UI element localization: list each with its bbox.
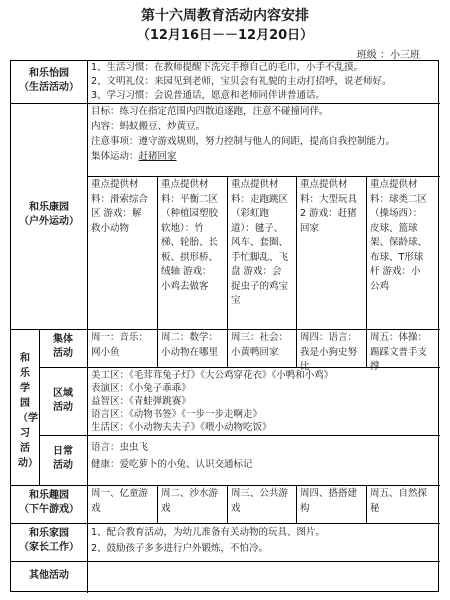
life-line-2: 2、文明礼仪：来园见到老师，宝贝会有礼貌的主动打招呼，说老师好。 <box>91 76 392 87</box>
group-activity-label: 集体活动 <box>53 334 73 359</box>
group-day-5: 周五：体操：踢踩文普手支撑 <box>370 332 428 372</box>
area-line-1: 美工区：《毛茸茸兔子灯》《大公鸡穿花衣》《小鸭和小鸡》 <box>91 370 334 381</box>
fun-day-4: 周四、搭搭建构 <box>300 488 358 514</box>
area-activity-label: 区域活动 <box>53 388 73 413</box>
outdoor-column-2: 重点提供材料：平衡二区（种植园塑胶软地）：竹梯、轮胎、长板、拱形桥、绒轴 游戏：小鸡去做客 <box>161 179 219 292</box>
life-line-1: 1、生活习惯：在教师提醒下洗完手擦自己的毛巾，小手不乱摸。 <box>91 62 364 73</box>
fun-label: 和乐趣园 （下午游戏） <box>19 490 79 515</box>
daily-line-2: 健康：爱吃萝卜的小兔、认识交通标记 <box>91 459 253 470</box>
fun-day-5: 周五、自然探秘 <box>370 488 428 514</box>
group-day-2: 周二：数学：小动物在哪里 <box>161 332 219 358</box>
area-line-5: 生活区：《小动物夫夫子》《喂小动物吃饭》 <box>91 422 272 433</box>
area-line-3: 益智区：《青蛙弹跳赛》 <box>91 396 191 407</box>
fun-day-1: 周一、亿童游戏 <box>91 488 149 514</box>
learning-label: 和乐学园 <box>20 353 30 409</box>
area-line-4: 语言区：《动物书签》《一步一步走啊走》 <box>91 409 263 420</box>
outdoor-label: 和乐康园 （户外运动） <box>19 202 79 227</box>
fun-day-2: 周二、沙水游戏 <box>161 488 219 514</box>
life-label: 和乐怡园 （生活活动） <box>19 68 79 93</box>
other-label: 其他活动 <box>29 570 69 581</box>
learning-sublabel: （学习活动） <box>18 413 38 469</box>
class-label: 班级 ：小三班 <box>356 50 420 61</box>
outdoor-column-5: 重点提供材料：球类二区（操场西）：皮球、篮球架、保龄球、布球、T形球杆 游戏：小公鸡 <box>370 179 428 292</box>
group-day-4: 周四：语言：我是小狗史努比 <box>300 332 358 372</box>
outdoor-column-3: 重点提供材料：走跑跳区（彩虹跑道）：毽子、风车、套圈、手忙脚乱、飞盘 游戏：会捉虫子的鸡宝宝 <box>231 179 289 306</box>
area-line-2: 表演区：《小兔子乖乖》 <box>91 383 191 394</box>
daily-activity-label: 日常活动 <box>53 446 73 471</box>
group-day-1: 周一：音乐：网小鱼 <box>91 332 149 358</box>
daily-line-1: 语言：虫虫飞 <box>91 442 149 453</box>
outdoor-column-1: 重点提供材料：滑索综合区 游戏：解救小动物 <box>91 179 149 234</box>
outdoor-goal: 目标：练习在指定范围内四散追逐跑，注意不碰撞同伴。 <box>91 106 329 117</box>
home-line-2: 2、鼓励孩子多多进行户外锻炼，不怕冷。 <box>91 543 269 554</box>
schedule-table <box>10 60 439 592</box>
home-line-1: 1、配合教育活动，为幼儿准备有关动物的玩具、图片。 <box>91 527 326 538</box>
home-label: 和乐家园 （家长工作） <box>19 528 79 553</box>
life-line-3: 3、学习习惯：会说普通话，愿意和老师同伴讲普通话。 <box>91 90 326 101</box>
outdoor-column-4: 重点提供材料：大型玩具2 游戏：赶猪回家 <box>300 179 358 234</box>
fun-day-3: 周三、公共游戏 <box>231 488 289 514</box>
outdoor-notes: 注意事项：遵守游戏规则，努力控制与他人的间距，提高自我控制能力。 <box>91 136 396 147</box>
outdoor-content: 内容：蚂蚁搬豆、炒黄豆。 <box>91 121 206 132</box>
outdoor-group: 集体运动：赶猪回家 <box>91 151 177 162</box>
date-range: （12月16日－－12月20日） <box>136 28 314 43</box>
group-day-3: 周三：社会：小黄鸭回家 <box>231 332 289 358</box>
page-title: 第十六周教育活动内容安排 <box>141 8 309 24</box>
